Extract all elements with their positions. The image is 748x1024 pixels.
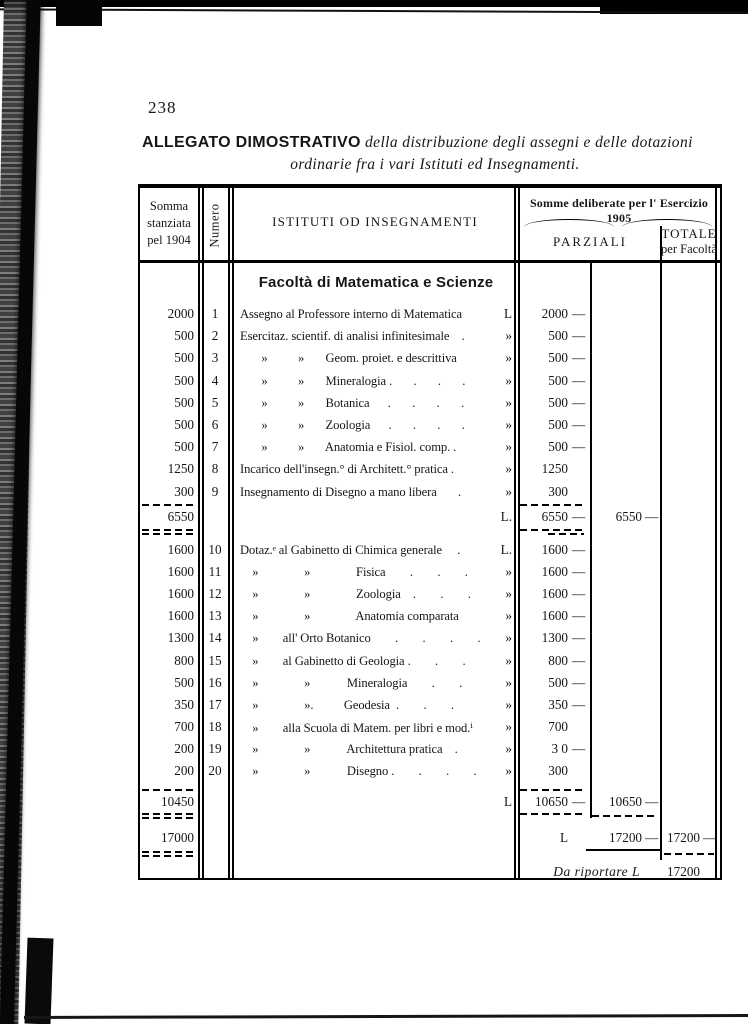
subtotal-rule [142,817,196,819]
cell-parziale: 500 [548,328,568,344]
total-rule [586,849,662,851]
cents-dash: — [572,509,586,524]
cell-istituto-descrizione: » ». Geodesia . . . [240,697,454,712]
cell-somma-1904: 700 [174,718,194,734]
cents-dash: — [572,740,586,756]
cell-istituto-descrizione: » » Fisica . . . [240,565,468,580]
cell-istituto-descrizione: Incarico dell'insegn.° di Architett.° pratica . [240,462,454,477]
subtotal-row-1 [140,507,720,529]
cents-dash: — [645,509,659,524]
cents-dash: — [572,652,586,668]
table-row [140,393,720,415]
title-bold: ALLEGATO DIMOSTRATIVO [142,134,361,151]
cell-currency: » [505,718,512,734]
cell-istituto-descrizione: » » Botanica . . . . [240,395,465,410]
table-row [140,415,720,437]
cell-subtotale: 10650 [609,794,642,809]
table-row [140,371,720,393]
table-row [140,540,720,562]
cents-dash: — [572,674,586,690]
cents-dash: — [572,372,586,388]
cell-numero: 16 [208,674,222,690]
document-title-line2: ordinarie fra i vari Istituti ed Insegnamenti. [290,156,580,173]
cell-currency: L [503,794,512,809]
header-bottom-rule [140,260,720,263]
table-row [140,651,720,673]
cell-parziale: 1600 [541,586,568,602]
subtotal-rule [520,789,584,791]
cell-parziale: 500 [548,372,568,388]
subtotal-rule [592,815,656,817]
cents-dash: — [572,350,586,366]
cell-istituto-descrizione: » » Architettura pratica . [240,741,458,756]
cell-numero: 20 [208,763,222,778]
cell-currency: » [505,564,512,580]
total-rule [142,851,196,853]
cell-numero: 3 [211,350,219,366]
cell-parziale: 500 [548,350,568,366]
cell-numero: 15 [208,652,222,668]
cell-totale: 17200 [667,830,700,845]
cell-numero: 4 [211,372,219,388]
cell-numero: 18 [208,718,222,734]
cell-istituto-descrizione: Esercitaz. scientif. di analisi infinitesimale . [240,329,465,344]
cell-somma-1904: 1300 [167,630,194,646]
cents-dash: — [572,417,586,432]
cell-parziale: 500 [548,674,568,690]
cell-currency: L. [500,509,512,524]
cell-somma-1904: 200 [174,740,194,756]
table-row [140,304,720,326]
cents-dash: — [572,564,586,580]
cell-parziale: 500 [548,417,568,432]
cell-parziale: 1250 [541,461,568,477]
cell-numero: 10 [208,542,222,557]
cell-currency: L. [500,542,512,557]
cell-istituto-descrizione: » » Anatomia e Fisiol. comp. . [240,440,457,455]
cell-numero: 14 [208,630,222,646]
cell-parziale: 300 [548,763,568,778]
header-somma-stanziata: Somma stanziata pel 1904 [147,199,191,247]
cell-istituto-descrizione: Assegno al Professore interno di Matematica [240,307,462,321]
subtotal-rule [548,533,584,535]
cell-istituto-descrizione: Insegnamento di Disegno a mano libera . [240,484,462,499]
header-numero: Numero [207,203,222,247]
cell-somma-1904: 350 [174,696,194,712]
cell-somma-1904: 500 [174,417,194,432]
cell-currency: » [505,630,512,646]
scan-top-tab-mark [56,0,102,26]
cell-istituto-descrizione: » al Gabinetto di Geologia . . . [240,653,466,668]
cell-numero: 7 [211,439,219,455]
scan-bottom-line [24,1014,748,1019]
subtotal-rule [520,813,584,815]
cell-parziale: 3 0 [551,740,568,756]
riportare-label: Da riportare L [553,864,640,879]
section-title: Facoltà di Matematica e Scienze [258,274,494,291]
table-row [140,628,720,650]
cell-subtotale: 6550 [615,509,642,524]
cents-dash: — [572,439,586,455]
cell-numero: 17 [208,696,222,712]
cell-somma: 10450 [161,794,194,809]
cell-currency: » [505,674,512,690]
header-totale: TOTALE [661,226,717,241]
cell-somma-1904: 800 [174,652,194,668]
page-number: 238 [148,98,177,117]
cell-currency: » [505,350,512,366]
cell-numero: 8 [211,461,219,477]
subtotal-rule [142,533,196,535]
cents-dash: — [572,306,586,321]
cell-parziale: 10650 [535,794,568,809]
cell-istituto-descrizione: » » Zoologia . . . . [240,418,465,432]
cell-currency: » [505,394,512,410]
cell-somma: 6550 [167,509,194,524]
cents-dash: — [572,586,586,602]
subtotal-rule [520,529,584,531]
cell-currency: L [559,830,568,845]
table-row [140,739,720,761]
table-row [140,459,720,481]
subtotal-rule [142,789,196,791]
cell-parziale: 700 [548,718,568,734]
riportare-row [140,862,720,884]
cell-currency: » [505,372,512,388]
cell-numero: 9 [211,483,219,499]
table-row [140,482,720,504]
cell-parziale: 300 [548,483,568,499]
cell-somma-1904: 200 [174,763,194,778]
cents-dash: — [703,830,717,845]
cell-parziale: 2000 [541,306,568,321]
table-row [140,606,720,628]
cell-numero: 6 [211,417,219,432]
cell-istituto-descrizione: » all' Orto Botanico . . . . [240,631,481,646]
total-rule [664,853,714,855]
cell-somma-1904: 500 [174,350,194,366]
cell-somma-1904: 500 [174,439,194,455]
cell-somma-1904: 500 [174,372,194,388]
cell-currency: » [505,483,512,499]
table-row [140,348,720,370]
cell-numero: 12 [208,586,222,602]
cell-currency: » [505,461,512,477]
cell-istituto-descrizione: Dotaz.ᵉ al Gabinetto di Chimica generale . [240,543,461,557]
cell-currency: » [505,652,512,668]
cell-istituto-descrizione: » alla Scuola di Matem. per libri e mod.ⁱ [240,720,473,735]
cell-riportare-value: 17200 [667,864,700,879]
cents-dash: — [572,630,586,646]
table-row [140,326,720,348]
cell-istituto-descrizione: » » Anatomia comparata [240,609,459,624]
cell-somma-1904: 500 [174,674,194,690]
cell-currency: » [505,417,512,432]
cell-currency: » [505,740,512,756]
cell-parziale: 500 [548,439,568,455]
document-title [142,132,728,154]
cell-somma-1904: 2000 [167,306,194,321]
cell-somma-1904: 300 [174,483,194,499]
cell-numero: 13 [208,608,222,624]
title-italic: della distribuzione degli assegni e delle dotazioni [360,134,693,151]
cell-istituto-descrizione: » » Zoologia . . . [240,587,471,602]
cell-numero: 11 [208,564,222,580]
subtotal-rule [142,529,196,531]
cell-parziale: 1600 [541,564,568,580]
cell-somma-1904: 1600 [167,564,194,580]
cell-currency: » [505,696,512,712]
cell-totale-mid: 17200 [609,830,642,845]
table-row [140,761,720,783]
cell-somma-1904: 1250 [167,461,194,477]
subtotal-rule [520,504,584,506]
table-row [140,437,720,459]
cell-parziale: 350 [548,696,568,712]
cents-dash: — [572,542,586,557]
total-rule [142,855,196,857]
cell-parziale: 800 [548,652,568,668]
cell-numero: 19 [208,740,222,756]
cents-dash: — [572,696,586,712]
cell-currency: » [505,439,512,455]
total-row [140,828,720,850]
cell-numero: 5 [211,394,219,410]
cell-istituto-descrizione: » » Mineralogia . . [240,675,463,690]
header-somme-deliberate: Somme deliberate per l' Esercizio 1905 [529,196,709,225]
cell-parziale: 1600 [541,542,568,557]
cell-somma-1904: 500 [174,328,194,344]
cell-numero: 1 [211,306,219,321]
cents-dash: — [572,394,586,410]
cents-dash: — [572,794,586,809]
cell-somma-1904: 500 [174,394,194,410]
cell-currency: » [505,608,512,624]
cell-currency: » [505,586,512,602]
subtotal-row-2 [140,792,720,814]
cell-somma: 17000 [161,830,194,845]
subtotal-rule [142,504,196,506]
cell-parziale: 1600 [541,608,568,624]
cell-somma-1904: 1600 [167,586,194,602]
cell-istituto-descrizione: » » Disegno . . . . [240,764,477,778]
subtotal-rule [142,813,196,815]
cell-currency: L [503,306,512,321]
ledger-table [138,184,722,880]
cents-dash: — [645,830,659,845]
cell-istituto-descrizione: » » Geom. proiet. e descrittiva [240,351,457,366]
cents-dash: — [645,794,659,809]
cell-parziale: 500 [548,394,568,410]
cell-somma-1904: 1600 [167,608,194,624]
header-parziali: PARZIALI [552,234,628,249]
cents-dash: — [572,608,586,624]
table-row [140,562,720,584]
header-totale-sub: per Facoltà [661,242,717,256]
cell-parziale: 6550 [541,509,568,524]
table-row [140,717,720,739]
cell-currency: » [505,763,512,778]
scan-bottom-blob [25,938,54,1024]
cents-dash: — [572,328,586,344]
cell-somma-1904: 1600 [167,542,194,557]
cell-currency: » [505,328,512,344]
table-row [140,584,720,606]
cell-istituto-descrizione: » » Mineralogia . . . . [240,373,466,388]
table-row [140,673,720,695]
table-row [140,695,720,717]
header-istituti: ISTITUTI OD INSEGNAMENTI [272,214,478,229]
cell-numero: 2 [211,328,219,344]
cell-parziale: 1300 [541,630,568,646]
